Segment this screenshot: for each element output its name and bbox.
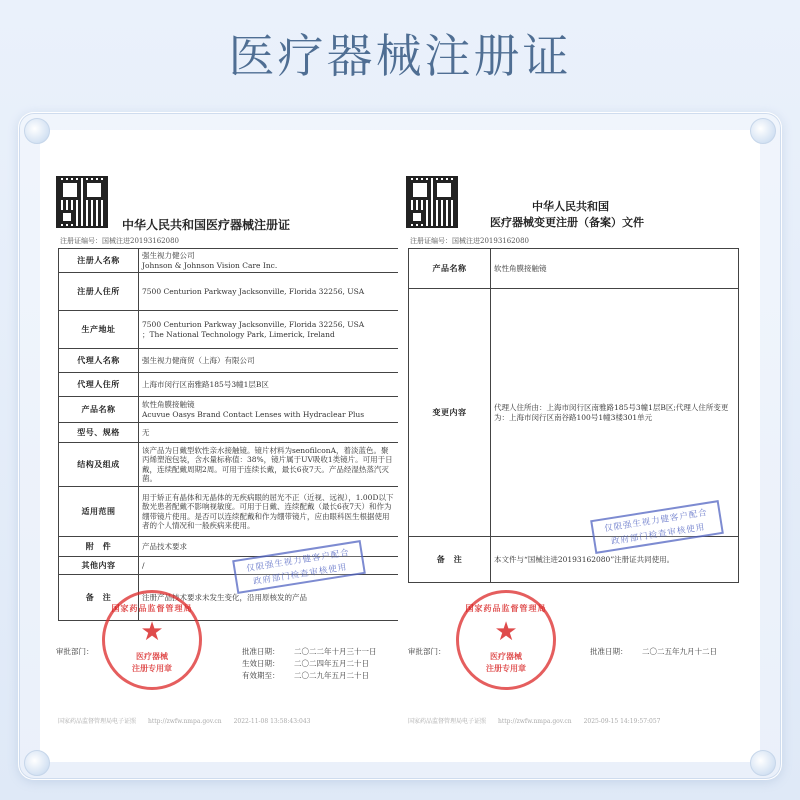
certificate-row bbox=[59, 273, 399, 311]
field-value: 软性角膜接触镜 Acuvue Oasys Brand Contact Lenses with Hydraclear Plus bbox=[139, 397, 399, 423]
frame-corner-bottom-right bbox=[750, 750, 776, 776]
field-value: 产品技术要求 bbox=[139, 537, 399, 557]
approval-dept bbox=[56, 646, 94, 657]
official-seal: 国家药品监督管理局 ★ 医疗器械 注册专用章 bbox=[102, 590, 202, 690]
valid-until-date: 二〇二九年五月二十日 bbox=[294, 671, 369, 680]
approval-dept bbox=[408, 646, 446, 657]
certificate-footer: 国家药品监督管理局电子证照 http://zwfw.nmpa.gov.cn 2022-11-08 13:58:43:043 bbox=[58, 718, 311, 725]
field-label: 生产地址 bbox=[59, 311, 139, 349]
field-label: 产品名称 bbox=[59, 397, 139, 423]
change-registration-document bbox=[398, 160, 750, 740]
registration-number: 注册证编号：国械注进20193162080 bbox=[60, 237, 179, 245]
frame-corner-top-right bbox=[750, 118, 776, 144]
change-row bbox=[409, 249, 739, 289]
field-label: 变更内容 bbox=[409, 289, 491, 537]
issue-date-label: 批准日期： bbox=[242, 647, 280, 656]
field-value: 用于矫正有晶体和无晶体的无疾病眼的屈光不正（近视、远视），1.00D以下散光患者配戴不影响视敏度。可用于日戴、连续配戴（最长6夜7天）和作为绷带镜片使用。是否可以连续配戴和作为绷带镜片，应由眼科医生根据使用者的个人情况和一般疾病来使用。 bbox=[139, 487, 399, 537]
field-value: 该产品为日戴型软性亲水接触镜。镜片材料为senofilconA，着淡蓝色。聚丙烯塑泡包装，含水量标称值：38%，镜片属于UV吸收1类镜片。可用于日戴，连续配戴周期2周。可用于连续长戴，最长6夜7天。产品经湿热蒸汽灭菌。 bbox=[139, 443, 399, 487]
certificate-row bbox=[59, 443, 399, 487]
registration-certificate bbox=[52, 160, 404, 740]
document-title-line1: 中华人民共和国 bbox=[532, 200, 609, 213]
watermark-stamp: 仅限强生视力健客户配合 政府部门检查审核使用 bbox=[590, 500, 724, 554]
approval-dates bbox=[590, 646, 717, 657]
change-row bbox=[409, 537, 739, 583]
field-label: 注册人住所 bbox=[59, 273, 139, 311]
field-value: 上海市闵行区南雅路185号3幢1层B区 bbox=[139, 373, 399, 397]
issue-date-label: 批准日期： bbox=[590, 647, 628, 656]
certificate-row bbox=[59, 311, 399, 349]
field-label: 结构及组成 bbox=[59, 443, 139, 487]
issue-date: 二〇二二年十月三十一日 bbox=[294, 647, 377, 656]
effective-date: 二〇二四年五月二十日 bbox=[294, 659, 369, 668]
field-value: 软性角膜接触镜 bbox=[491, 249, 739, 289]
field-value: 强生视力健公司 Johnson & Johnson Vision Care Inc. bbox=[139, 249, 399, 273]
field-label: 备 注 bbox=[409, 537, 491, 583]
frame-corner-bottom-left bbox=[24, 750, 50, 776]
field-value: 代理人住所由：上海市闵行区南雅路185号3幢1层B区;代理人住所变更为：上海市闵行区南谷路100号1幢3楼301单元 bbox=[491, 289, 739, 537]
field-value: 本文件与“国械注进20193162080”注册证共同使用。 bbox=[491, 537, 739, 583]
certificate-row bbox=[59, 349, 399, 373]
document-footer: 国家药品监督管理局电子证照 http://zwfw.nmpa.gov.cn 2025-09-15 14:19:57:057 bbox=[408, 718, 661, 725]
certificate-row bbox=[59, 397, 399, 423]
field-label: 型号、规格 bbox=[59, 423, 139, 443]
field-label: 产品名称 bbox=[409, 249, 491, 289]
qr-code-icon bbox=[406, 176, 458, 228]
certificate-row bbox=[59, 373, 399, 397]
page-title: 医疗器械注册证 bbox=[228, 29, 572, 83]
issue-date: 二〇二五年九月十二日 bbox=[642, 647, 717, 656]
effective-date-label: 生效日期： bbox=[242, 659, 280, 668]
approval-dept-label: 审批部门： bbox=[408, 647, 446, 656]
field-label: 适用范围 bbox=[59, 487, 139, 537]
certificate-row bbox=[59, 423, 399, 443]
field-value: 7500 Centurion Parkway Jacksonville, Florida 32256, USA bbox=[139, 273, 399, 311]
field-value: 无 bbox=[139, 423, 399, 443]
field-label: 代理人住所 bbox=[59, 373, 139, 397]
frame-corner-top-left bbox=[24, 118, 50, 144]
registration-number: 注册证编号：国械注进20193162080 bbox=[410, 237, 529, 245]
certificate-row bbox=[59, 487, 399, 537]
field-label: 附 件 bbox=[59, 537, 139, 557]
field-label: 代理人名称 bbox=[59, 349, 139, 373]
field-label: 注册人名称 bbox=[59, 249, 139, 273]
certificate-title: 中华人民共和国医疗器械注册证 bbox=[122, 218, 291, 232]
valid-until-label: 有效期至： bbox=[242, 671, 280, 680]
document-title-line2: 医疗器械变更注册（备案）文件 bbox=[490, 216, 644, 229]
field-label: 备 注 bbox=[59, 575, 139, 621]
field-value: / bbox=[139, 557, 399, 575]
field-label: 其他内容 bbox=[59, 557, 139, 575]
field-value: 强生视力健商贸（上海）有限公司 bbox=[139, 349, 399, 373]
approval-dept-label: 审批部门： bbox=[56, 647, 94, 656]
watermark-stamp: 仅限强生视力健客户配合 政府部门检查审核使用 bbox=[232, 540, 366, 594]
field-value: 注册产品技术要求未发生变化，沿用原核发的产品 bbox=[139, 575, 399, 621]
change-row bbox=[409, 289, 739, 537]
approval-dates bbox=[242, 646, 377, 682]
certificate-row bbox=[59, 249, 399, 273]
field-value: 7500 Centurion Parkway Jacksonville, Florida 32256, USA ；The National Technology Park, Limerick, Ireland bbox=[139, 311, 399, 349]
qr-code-icon bbox=[56, 176, 108, 228]
official-seal: 国家药品监督管理局 ★ 医疗器械 注册专用章 bbox=[456, 590, 556, 690]
